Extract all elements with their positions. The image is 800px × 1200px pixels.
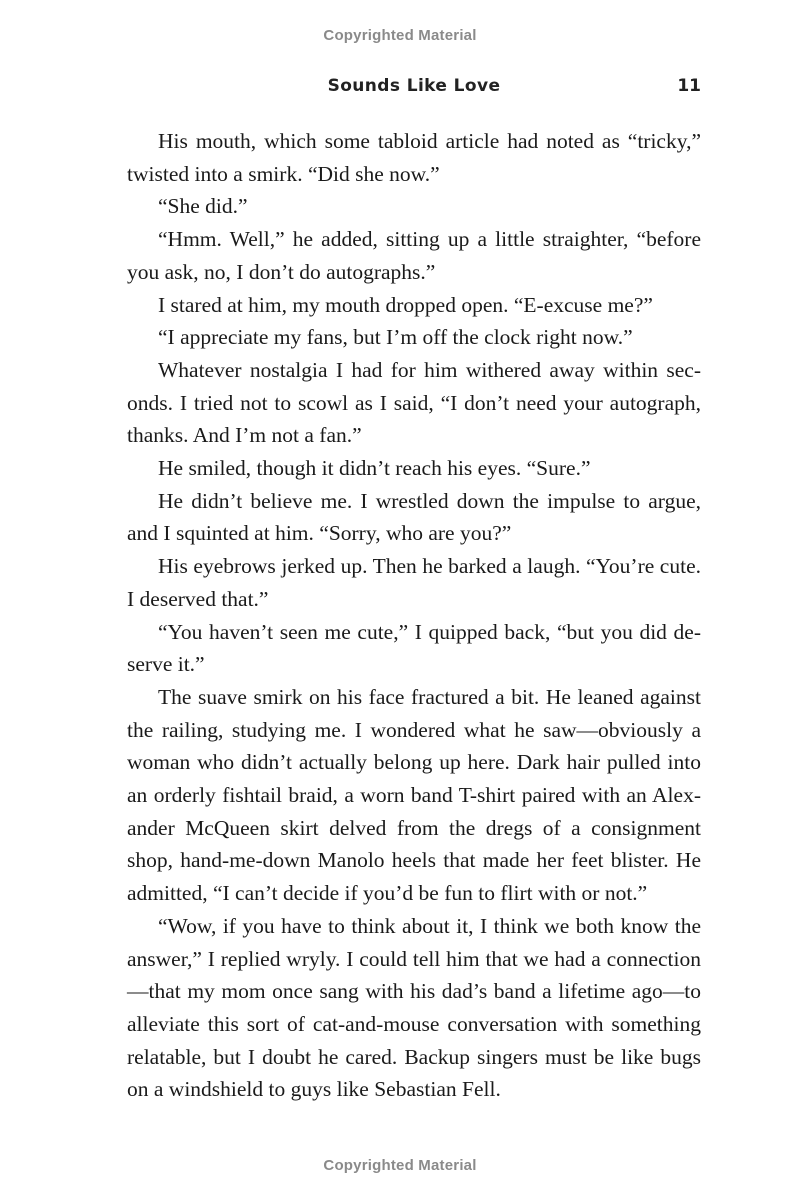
paragraph: He smiled, though it didn’t reach his eyes. “Sure.” [158, 456, 591, 481]
paragraph: His eyebrows jerked up. Then he barked a laugh. “You’re cute. I deserved that.” [127, 554, 701, 611]
paragraph: “You haven’t seen me cute,” I quipped back, “but you did deserve it.” [127, 619, 701, 677]
paragraph: His mouth, which some tabloid article had noted as “tricky,” twisted into a smirk. “Did she now.” [127, 129, 701, 186]
paragraph: The suave smirk on his face fractured a bit. He leaned against the railing, studying me. I wondered what he saw—obviously a woman who didn’t actually belong up here. Dark hair pulled into an orderly fishtail braid, a worn band T-shirt paired with an Alexander McQueen skirt delved from the dregs of a consignment shop, hand-me-down Manolo heels that made her feet blister. He admitted, “I can’t decide if you’d be fun to flirt with or not.” [127, 684, 701, 906]
copyright-watermark-bottom: Copyrighted Material [323, 1157, 477, 1174]
running-title: Sounds Like Love [327, 76, 501, 96]
body-text [127, 125, 701, 1106]
paragraph: “I appreciate my fans, but I’m off the clock right now.” [158, 325, 633, 350]
paragraph: “Hmm. Well,” he added, sitting up a little straighter, “before you ask, no, I don’t do autographs.” [127, 227, 701, 284]
paragraph: “Wow, if you have to think about it, I think we both know the answer,” I replied wryly. I could tell him that we had a connection—that my mom once sang with his dad’s band a lifetime ago—to alleviate this sort of cat-and-mouse conversation with something relatable, but I doubt he cared. Backup singers must be like bugs on a windshield to guys like Sebastian Fell. [127, 913, 701, 1102]
copyright-watermark-top: Copyrighted Material [323, 27, 477, 44]
paragraph: “She did.” [158, 194, 248, 219]
running-head [127, 76, 701, 100]
page-number: 11 [677, 76, 701, 96]
paragraph: Whatever nostalgia I had for him withered away within seconds. I tried not to scowl as I said, “I don’t need your autograph, thanks. And I’m not a fan.” [127, 357, 701, 448]
paragraph: He didn’t believe me. I wrestled down the impulse to argue, and I squinted at him. “Sorry, who are you?” [127, 488, 701, 546]
paragraph: I stared at him, my mouth dropped open. “E-excuse me?” [158, 292, 653, 317]
